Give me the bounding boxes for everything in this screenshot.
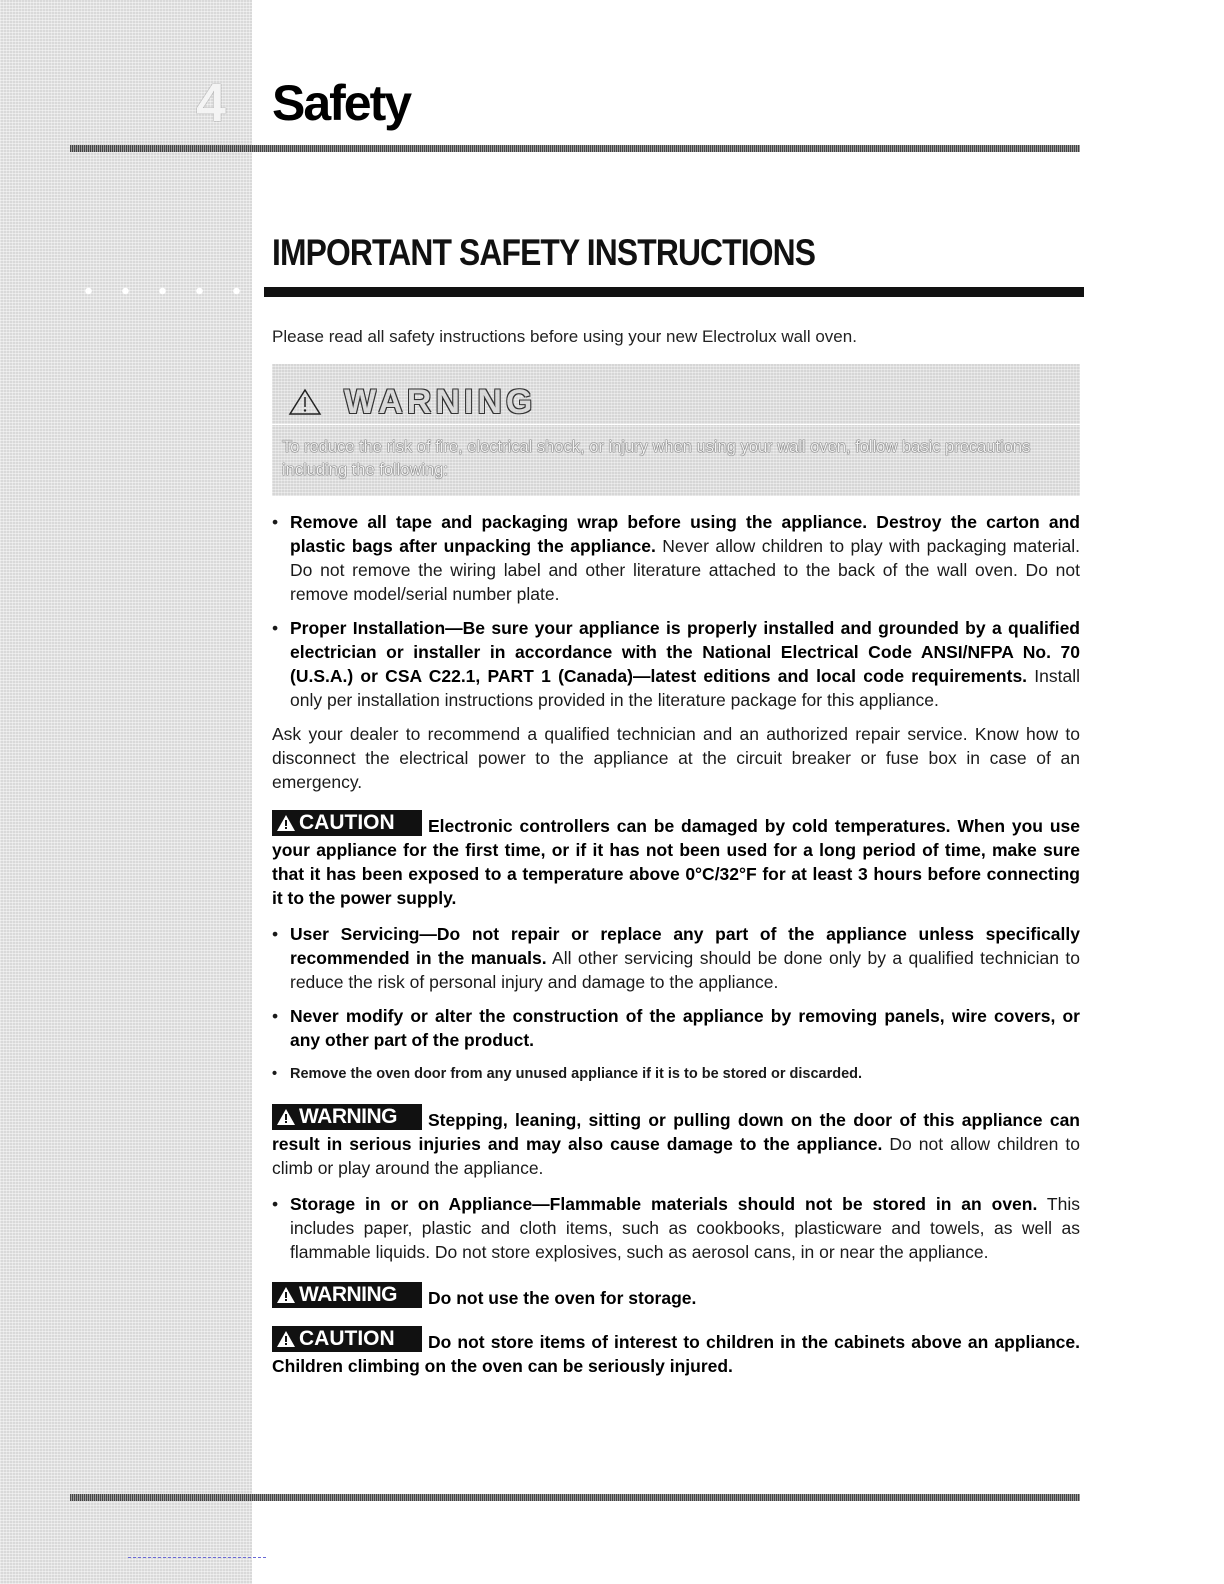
bullet: • (272, 1066, 278, 1082)
header-rule (70, 145, 1080, 152)
page-sidebar (0, 0, 252, 1584)
warning-badge (272, 1282, 422, 1308)
section-title: IMPORTANT SAFETY INSTRUCTIONS (272, 232, 816, 273)
caution-label: CAUTION (299, 811, 395, 834)
warning-badge-label: WARNING (299, 1283, 397, 1306)
warning-bold: Stepping, leaning, sitting or pulling down on the door of this appliance can result in serious injuries and may also cause damage to the appliance. (272, 1110, 1080, 1154)
item-text: All other servicing should be done only by a qualified technician to reduce the risk of personal injury and damage to the appliance. (290, 948, 1081, 992)
bullet: • (272, 924, 279, 944)
warning-text: To reduce the risk of fire, electrical shock, or injury when using your wall oven, follow basic precautions including the following: (282, 438, 1031, 479)
warning-box (272, 364, 1080, 496)
list-item (272, 616, 1080, 712)
warning-triangle-icon (288, 388, 322, 416)
chapter-number: 4 (196, 73, 226, 133)
list-item (272, 1062, 1080, 1086)
list-item (272, 510, 1080, 606)
instructions-content (272, 510, 1080, 1390)
warning-paragraph (272, 1282, 1080, 1310)
intro-text: Please read all safety instructions before using your new Electrolux wall oven. (272, 327, 857, 346)
item-bold: Proper Installation—Be sure your appliance is properly installed and grounded by a qualified electrician or installer in accordance with the National Electrical Code ANSI/NFPA No. 70 (U.S.A.) or CSA C22.1, PART 1 (Canada)—latest editions and local code requirements. (290, 618, 1080, 686)
warning-paragraph (272, 1104, 1080, 1180)
caution-label: CAUTION (299, 1327, 395, 1350)
caution-paragraph (272, 810, 1080, 910)
item-bold: Storage in or on Appliance—Flammable materials should not be stored in an oven. (290, 1194, 1038, 1214)
alert-triangle-icon (276, 1286, 296, 1304)
alert-triangle-icon (276, 1108, 296, 1126)
list-item (272, 922, 1080, 994)
caution-badge (272, 810, 422, 836)
list-item (272, 1192, 1080, 1264)
caution-text: Electronic controllers can be damaged by cold temperatures. When you use your appliance for the first time, or if it has not been used for a long period of time, make sure that it has been exposed to a temperature above 0°C/32°F for at least 3 hours before connecting it to the power supply. (272, 816, 1080, 908)
warning-text: Do not allow children to climb or play around the appliance. (272, 1134, 1080, 1178)
item-bold: Remove all tape and packaging wrap before using the appliance. Destroy the carton and plastic bags after unpacking the appliance. (290, 512, 1080, 556)
bullet: • (272, 1194, 279, 1214)
warning-header (288, 382, 536, 422)
item-text: Never allow children to play with packaging material. Do not remove the wiring label and other literature attached to the back of the wall oven. Do not remove model/serial number plate. (290, 536, 1080, 604)
warning-label: WARNING (344, 382, 537, 421)
sidebar-dots (70, 282, 250, 300)
caution-badge (272, 1326, 422, 1352)
item-bold: User Servicing—Do not repair or replace any part of the appliance unless specifically recommended in the manuals. (290, 924, 1080, 968)
item-text: Install only per installation instructions provided in the literature package for this appliance. (290, 666, 1081, 710)
item-bold: Never modify or alter the construction of the appliance by removing panels, wire covers, or any other part of the product. (290, 1006, 1080, 1050)
item-text: This includes paper, plastic and cloth items, such as cookbooks, plasticware and towels, as well as flammable liquids. Do not store explosives, such as aerosol cans, in or near the appliance. (290, 1194, 1080, 1262)
warning-badge-label: WARNING (299, 1105, 397, 1128)
caution-paragraph (272, 1326, 1080, 1378)
item-bold: Remove the oven door from any unused appliance if it is to be stored or discarded. (290, 1066, 863, 1082)
bullet: • (272, 1006, 279, 1026)
warning-bold: Do not use the oven for storage. (428, 1288, 697, 1308)
alert-triangle-icon (276, 814, 296, 832)
alert-triangle-icon (276, 1330, 296, 1348)
footer-rule (70, 1494, 1080, 1501)
warning-badge (272, 1104, 422, 1130)
chapter-title: Safety (272, 75, 411, 131)
list-item (272, 1004, 1080, 1052)
warning-divider (272, 424, 1080, 425)
bullet: • (272, 618, 279, 638)
footer-link-mark (128, 1557, 266, 1559)
caution-text: Do not store items of interest to children in the cabinets above an appliance. Children climbing on the oven can be seriously injured. (272, 1332, 1080, 1376)
dealer-paragraph: Ask your dealer to recommend a qualified technician and an authorized repair service. Know how to disconnect the electrical power to the appliance at the circuit breaker or fuse box in case of an emergency. (272, 724, 1080, 792)
bullet: • (272, 512, 279, 532)
square-divider (264, 286, 1084, 298)
